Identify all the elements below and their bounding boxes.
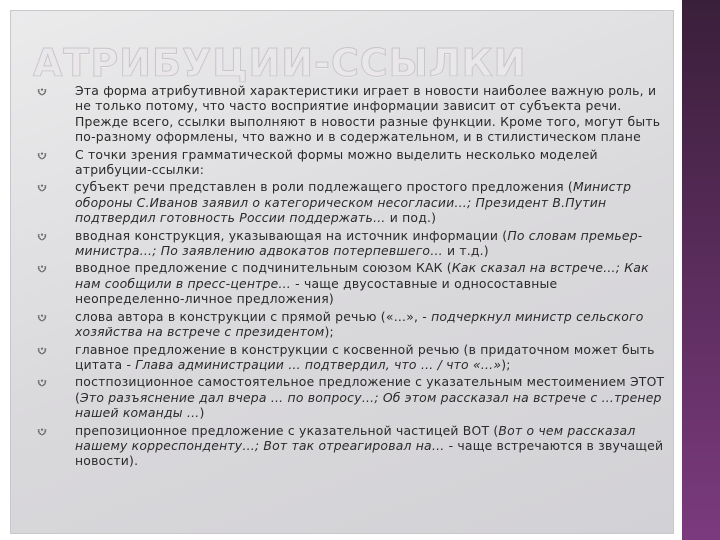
bullet-item: [75, 83, 671, 145]
wreath-bullet-icon: [37, 377, 47, 387]
bullet-text: слова автора в конструкции с прямой речью («…», -: [75, 308, 432, 324]
bullet-text: - чаще двусоставные и односоставные неопределенно-личное предложения): [75, 275, 558, 307]
bullet-text: );: [324, 324, 334, 340]
bullet-example-text: По словам премьер-министра…; По заявлению адвокатов потерпевшего…: [75, 227, 643, 259]
bullet-example-text: Глава администрации … подтвердил, что … / что «…»: [135, 356, 502, 372]
slide-title: АТРИБУЦИИ-ССЫЛКИ: [33, 41, 527, 85]
wreath-bullet-icon: [37, 182, 47, 192]
bullet-example-text: Вот о чем рассказал нашему корреспонденту…; Вот так отреагировал на…: [75, 422, 636, 453]
bullet-example-text: Министр обороны С.Иванов заявил о категорическом несогласии…; Президент В.Путин подтвердил готовность России поддержать…: [75, 179, 632, 226]
bullet-item: [75, 309, 671, 340]
bullet-text: и т.д.): [442, 243, 489, 259]
bullet-text: постпозиционное самостоятельное предложение с указательным местоимением ЭТОТ (: [75, 374, 665, 405]
wreath-bullet-icon: [37, 345, 47, 355]
bullet-text: субъект речи представлен в роли подлежащего простого предложения (: [75, 179, 573, 195]
wreath-bullet-icon: [37, 86, 47, 96]
bullet-example-text: Как сказал на встрече…; Как нам сообщили в пресс-центре…: [75, 260, 649, 291]
wreath-bullet-icon: [37, 426, 47, 436]
bullet-text: ): [199, 405, 205, 421]
bullet-item: [75, 260, 671, 306]
bullet-item: [75, 374, 671, 420]
bullet-list: [75, 83, 671, 471]
bullet-text: главное предложение в конструкции с косвенной речью (в придаточном может быть цитата -: [75, 341, 655, 372]
bullet-text: и под.): [385, 210, 437, 226]
bullet-text: );: [501, 356, 511, 372]
bullet-text: - чаще встречаются в звучащей новости).: [75, 437, 664, 469]
wreath-bullet-icon: [37, 312, 47, 322]
bullet-text: С точки зрения грамматической формы можно выделить несколько моделей атрибуции-ссылки:: [75, 146, 598, 178]
bullet-text: Эта форма атрибутивной характеристики играет в новости наиболее важную роль, и не только потому, что часто восприятие информации зависит от субъекта речи. Прежде всего, ссылки выполняют в новости разные функции. Кроме того, могут быть по-разному оформлены, что важно и в содержательном, и в стилистическом плане: [75, 83, 661, 145]
bullet-item: [75, 342, 671, 373]
bullet-text: вводная конструкция, указывающая на источник информации (: [75, 227, 508, 243]
bullet-item: [75, 179, 671, 225]
bullet-text: препозиционное предложение с указательной частицей ВОТ (: [75, 422, 499, 438]
wreath-bullet-icon: [37, 150, 47, 160]
bullet-example-text: подчеркнул министр сельского хозяйства на встрече с президентом: [75, 308, 644, 340]
wreath-bullet-icon: [37, 231, 47, 241]
bullet-text: вводное предложение с подчинительным союзом КАК (: [75, 260, 452, 276]
bullet-item: [75, 423, 671, 469]
bullet-item: [75, 228, 671, 259]
content-panel: [10, 10, 674, 534]
bullet-example-text: Это разъяснение дал вчера … по вопросу…; Об этом рассказал на встрече с …тренер нашей команды …: [75, 389, 662, 421]
wreath-bullet-icon: [37, 263, 47, 273]
accent-side-bar: [682, 0, 720, 540]
bullet-item: [75, 147, 671, 178]
